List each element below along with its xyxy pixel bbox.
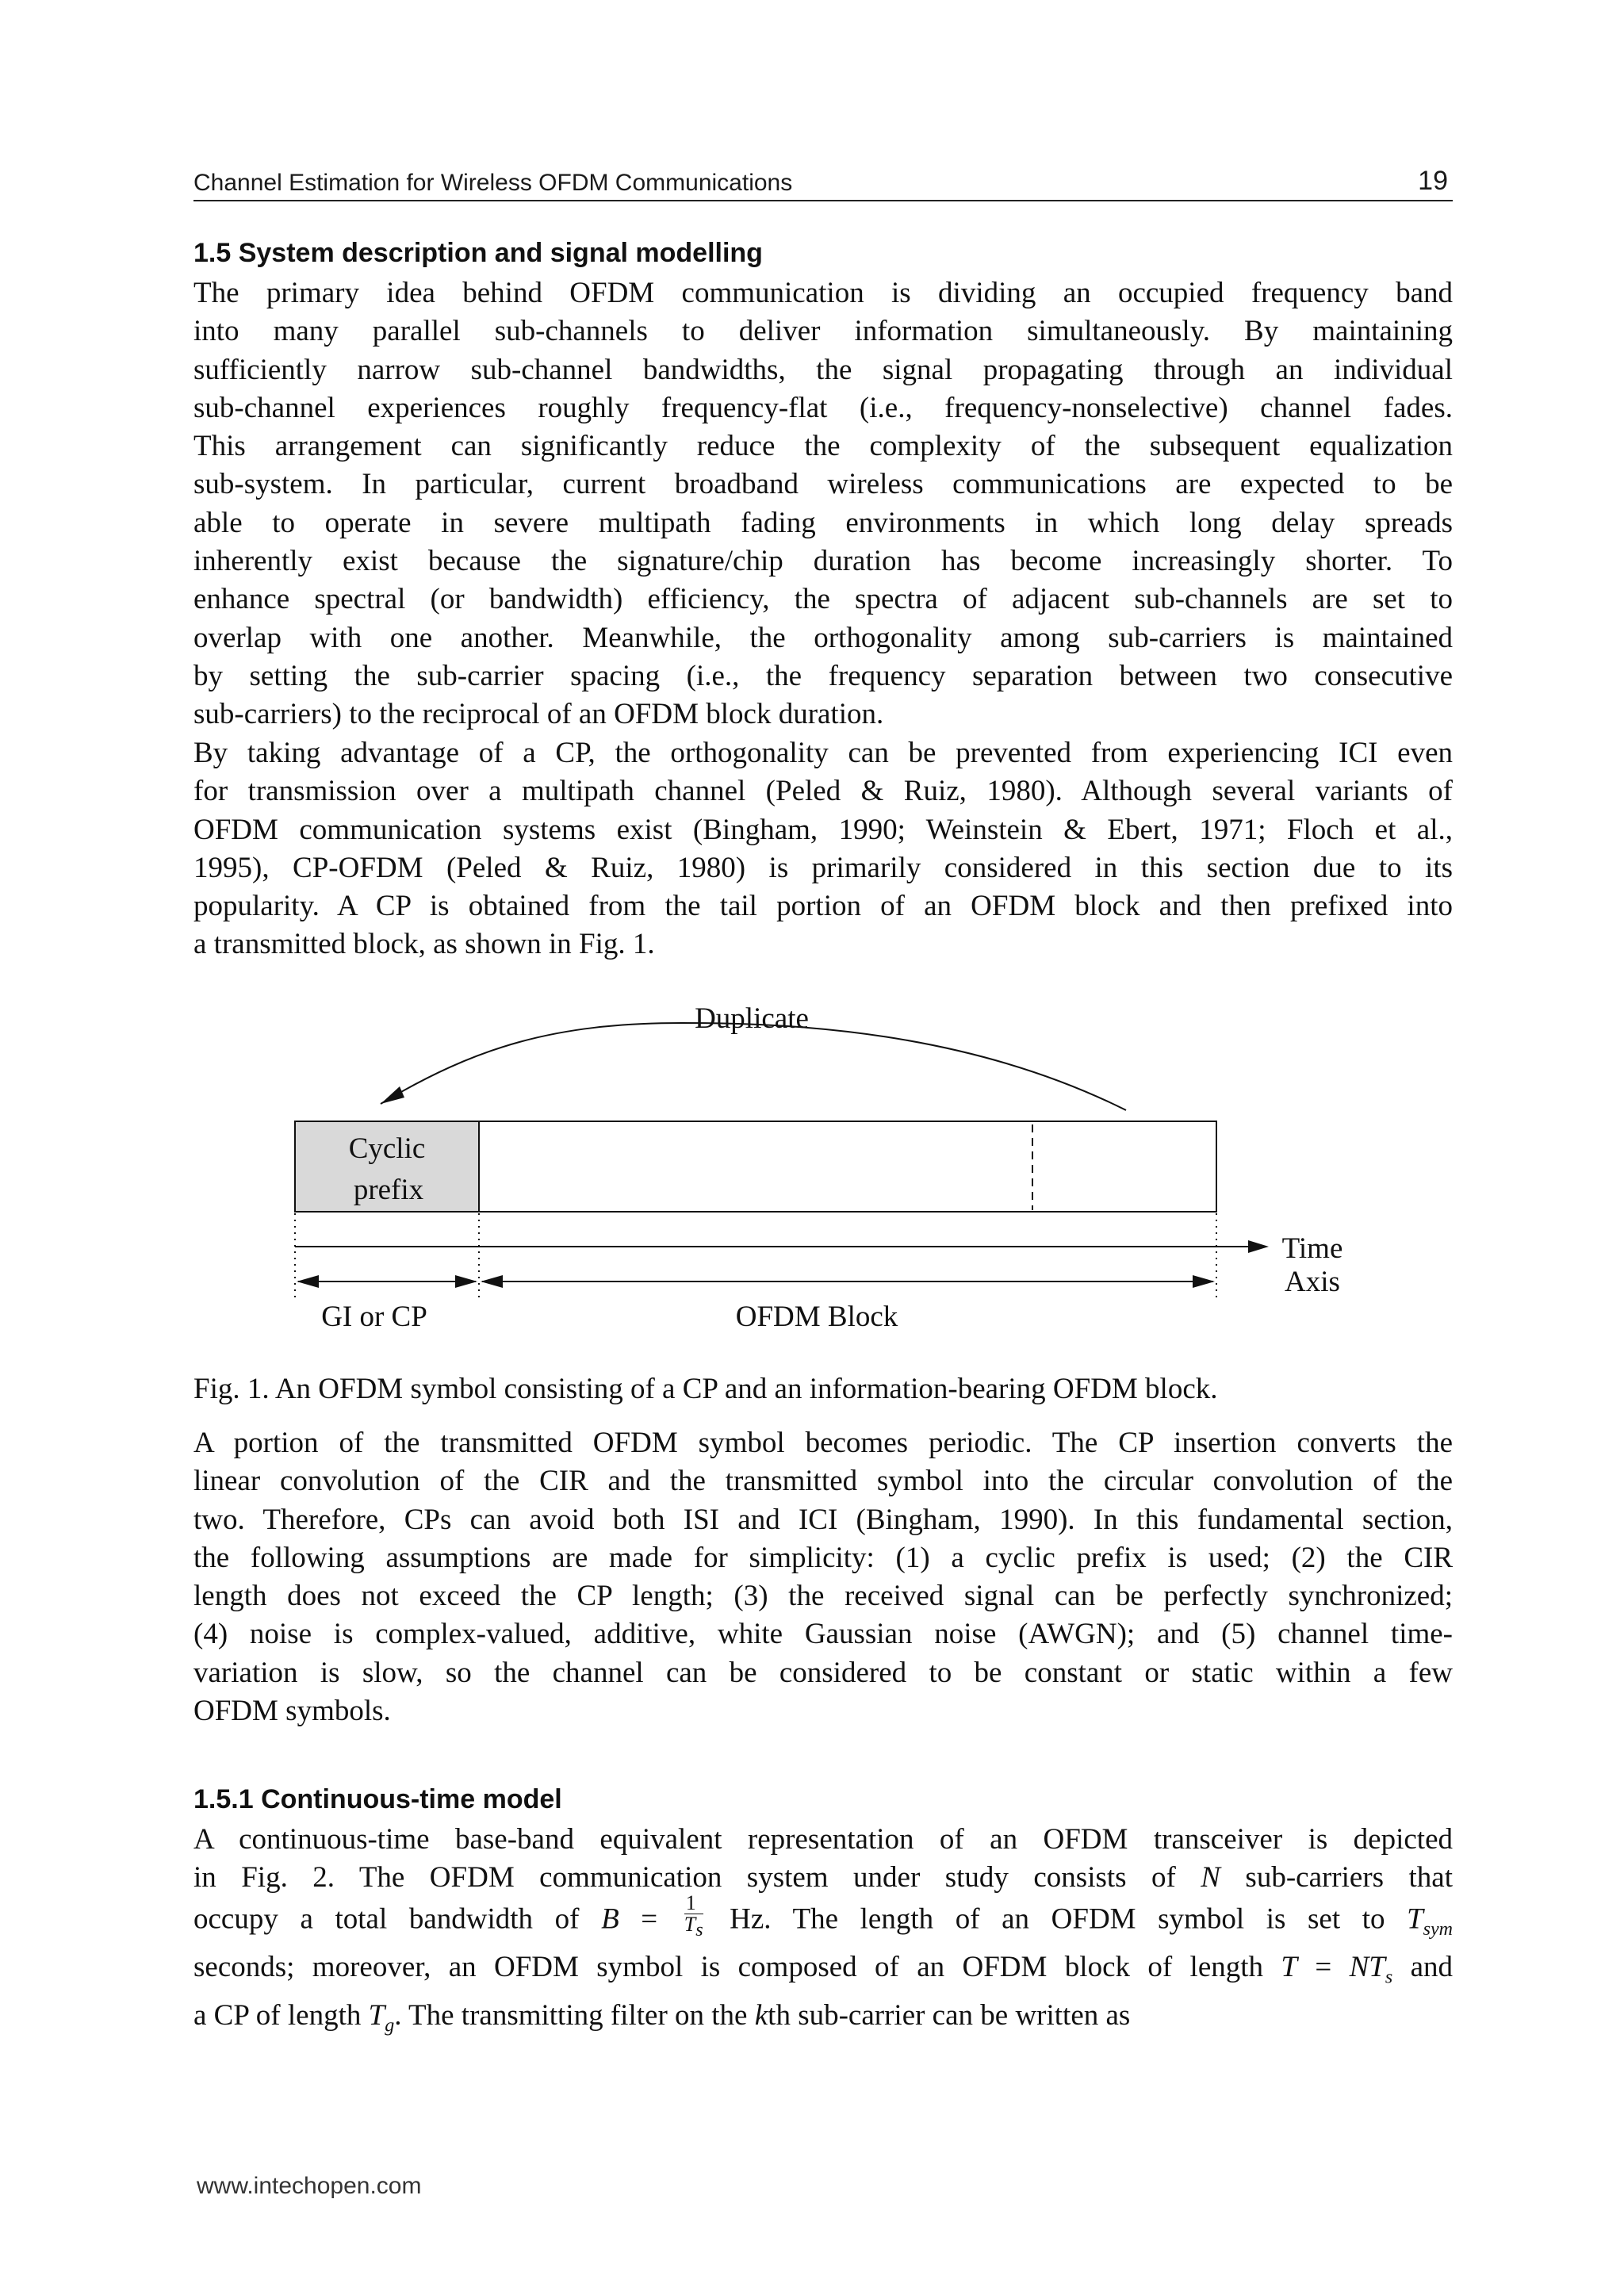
duplicate-arc xyxy=(381,1023,1126,1110)
section-heading: 1.5 System description and signal modelling xyxy=(193,238,763,268)
text-line: the following assumptions are made for simplicity: (1) a cyclic prefix is used; (2) the CIR xyxy=(193,1541,1453,1574)
figure-caption: Fig. 1. An OFDM symbol consisting of a CP and an information-bearing OFDM block. xyxy=(193,1373,1218,1405)
gi-arrow-right xyxy=(455,1275,477,1288)
text-line: sub-carriers) to the reciprocal of an OFDM block duration. xyxy=(193,698,884,731)
text-line: in Fig. 2. The OFDM communication system under study consists of N sub-carriers that xyxy=(193,1861,1453,1894)
time-axis-label-line2: Axis xyxy=(1285,1266,1340,1298)
block-arrow-right xyxy=(1193,1275,1215,1288)
text-line: OFDM communication systems exist (Bingham, 1990; Weinstein & Ebert, 1971; Floch et al., xyxy=(193,813,1453,846)
page-number: 19 xyxy=(1418,166,1448,196)
text-line: able to operate in severe multipath fading environments in which long delay spreads xyxy=(193,506,1453,539)
text-line: A portion of the transmitted OFDM symbol becomes periodic. The CP insertion converts the xyxy=(193,1427,1453,1459)
text-line: (4) noise is complex-valued, additive, white Gaussian noise (AWGN); and (5) channel time- xyxy=(193,1618,1453,1651)
duplicate-label: Duplicate xyxy=(695,1002,809,1035)
cp-label-line1: Cyclic xyxy=(348,1132,426,1165)
header-title: Channel Estimation for Wireless OFDM Communications xyxy=(193,170,793,196)
text-line: sub-channel experiences roughly frequency-flat (i.e., frequency-nonselective) channel fades. xyxy=(193,391,1453,424)
text-line: for transmission over a multipath channel (Peled & Ruiz, 1980). Although several variants of xyxy=(193,775,1453,808)
paragraph-4 xyxy=(193,1821,1453,2044)
text-line: a CP of length $T_g$. The transmitting filter on the kth sub-carrier can be written as xyxy=(193,1998,1131,2036)
block-arrow-left xyxy=(481,1275,503,1288)
cp-label-line2: prefix xyxy=(353,1174,424,1206)
text-line: This arrangement can significantly reduce the complexity of the subsequent equalization xyxy=(193,430,1453,463)
subsection-heading: 1.5.1 Continuous-time model xyxy=(193,1784,562,1814)
text-line: OFDM symbols. xyxy=(193,1695,391,1728)
text-line: enhance spectral (or bandwidth) efficiency, the spectra of adjacent sub-channels are set to xyxy=(193,583,1453,616)
text-line: A continuous-time base-band equivalent representation of an OFDM transceiver is depicted xyxy=(193,1823,1453,1856)
text-line: two. Therefore, CPs can avoid both ISI and ICI (Bingham, 1990). In this fundamental section, xyxy=(193,1503,1453,1536)
text-line: variation is slow, so the channel can be considered to be constant or static within a few xyxy=(193,1656,1453,1689)
text-line: The primary idea behind OFDM communication is dividing an occupied frequency band xyxy=(193,277,1453,309)
text-line: 1995), CP-OFDM (Peled & Ruiz, 1980) is primarily considered in this section due to its xyxy=(193,851,1453,884)
text-line: a transmitted block, as shown in Fig. 1. xyxy=(193,928,655,961)
footer-url[interactable]: www.intechopen.com xyxy=(197,2173,422,2199)
time-axis-label-line1: Time xyxy=(1281,1232,1343,1265)
text-line: seconds; moreover, an OFDM symbol is composed of an OFDM block of length $T = NT_s$ and xyxy=(193,1950,1453,1988)
paragraph-3 xyxy=(193,1424,1453,1730)
gi-label: GI or CP xyxy=(321,1301,427,1333)
text-line: length does not exceed the CP length; (3) the received signal can be perfectly synchronized; xyxy=(193,1580,1453,1613)
text-line: inherently exist because the signature/chip duration has become increasingly shorter. To xyxy=(193,545,1453,578)
text-line: sufficiently narrow sub-channel bandwidths, the signal propagating through an individual xyxy=(193,353,1453,386)
text-line: into many parallel sub-channels to deliver information simultaneously. By maintaining xyxy=(193,315,1453,348)
text-line: overlap with one another. Meanwhile, the orthogonality among sub-carriers is maintained xyxy=(193,621,1453,654)
gi-arrow-left xyxy=(297,1275,319,1288)
bandwidth-fraction: $\frac{1}{T_s}$ xyxy=(684,1891,703,1940)
text-line: By taking advantage of a CP, the orthogonality can be prevented from experiencing ICI even xyxy=(193,737,1453,769)
text-line: linear convolution of the CIR and the transmitted symbol into the circular convolution of the xyxy=(193,1465,1453,1498)
text-line: occupy a total bandwidth of B = $\frac{1}{T_s}$ Hz. The length of an OFDM symbol is set to $T_{sym}$ xyxy=(193,1891,1453,1940)
text-line: by setting the sub-carrier spacing (i.e., the frequency separation between two consecutive xyxy=(193,659,1453,692)
duplicate-arrowhead xyxy=(381,1086,404,1104)
text-line: popularity. A CP is obtained from the tail portion of an OFDM block and then prefixed into xyxy=(193,890,1453,923)
block-label: OFDM Block xyxy=(735,1301,898,1333)
text-line: sub-system. In particular, current broadband wireless communications are expected to be xyxy=(193,468,1453,501)
ofdm-block-box xyxy=(479,1121,1216,1212)
time-axis-arrowhead xyxy=(1248,1240,1269,1253)
